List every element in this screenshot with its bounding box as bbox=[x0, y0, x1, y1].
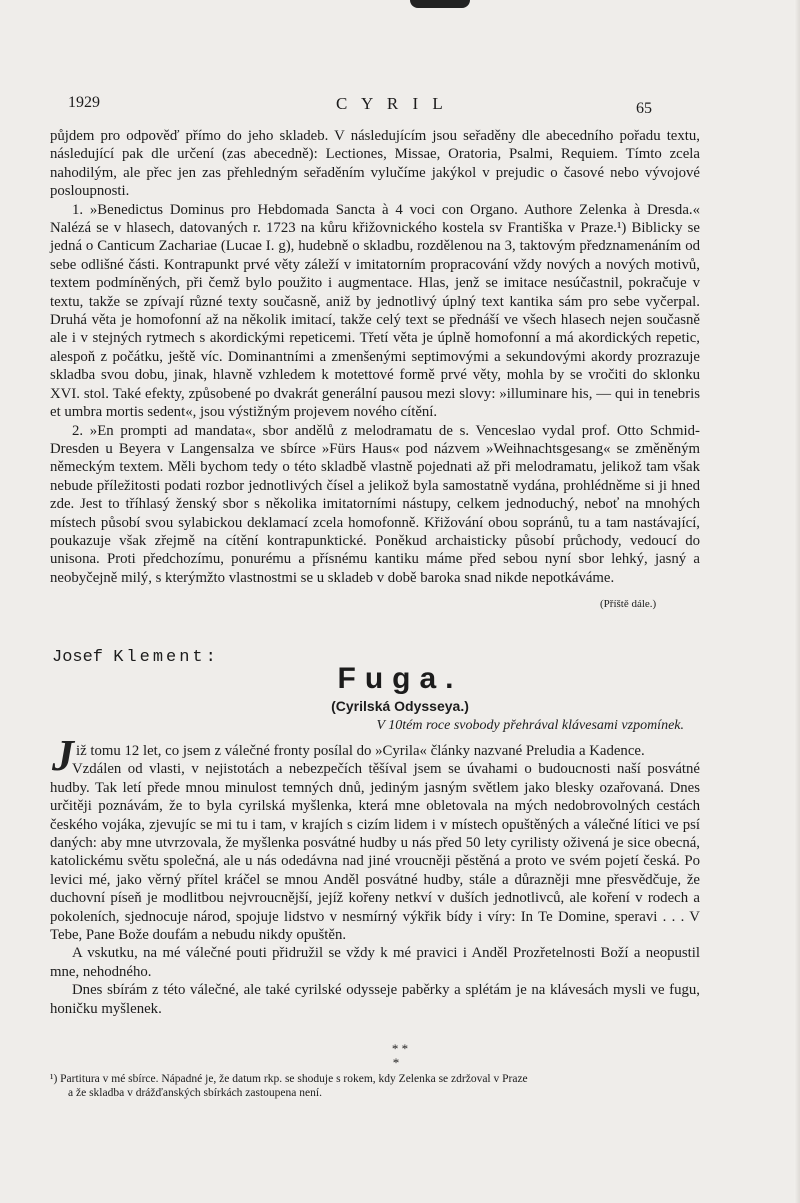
footnote-line: a že skladba v drážďanských sbírkách zastoupena není. bbox=[68, 1087, 322, 1099]
header-journal-title: C Y R I L bbox=[336, 94, 448, 113]
article-subtitle: (Cyrilská Odysseya.) bbox=[331, 698, 469, 714]
continued-note: (Příště dále.) bbox=[600, 598, 657, 610]
paragraph: 2. »En prompti ad mandata«, sbor andělů z melodramatu de s. Venceslao vydal prof. Otto Schmid-Dresden u Beyera v Langensalza ve sbírce »Fürs Haus« pod názvem »Weihnachtsgesang« se změněným německým textem. Měli bychom tedy o této skladbě vlastně pojednati až při melodramatu, jelikož tam však nebude příležitosti podati rozbor jednotlivých čísel a jelikož byla samostatně vydána, prohlédněme si ji hned zde. Jest to tříhlasý ženský sbor s několika imitatorními nástupy, celkem jednoduchý, neboť na mnohých místech působí svou sylabickou deklamací zcela homofonně. Křižování obou sopránů, tu a tam nastávající, poukazuje však zřejmě na cítění kontrapunktické. Poněkud archaisticky působí průchody, vedoucí do unisona. Proti předchozímu, ponurému a přísnému kantiku máme před sebou nyní sbor lehký, jasný a neobyčejně milý, s kterýmžto vlastnostmi se u skladeb v době baroka snad nikde nepotkáváme. bbox=[50, 422, 700, 586]
section-divider-asterisks bbox=[0, 1042, 800, 1070]
paragraph: iž tomu 12 let, co jsem z válečné fronty posílal do »Cyrila« články nazvané Preludia a Kadence. bbox=[76, 743, 645, 759]
binding-mark bbox=[410, 0, 470, 8]
article-body bbox=[50, 742, 700, 1018]
article-epigraph: V 10tém roce svobody přehrával klávesami vzpomínek. bbox=[376, 718, 684, 733]
upper-section bbox=[50, 127, 700, 587]
footnote-line: ¹) Partitura v mé sbírce. Nápadné je, že datum rkp. se shoduje s rokem, kdy Zelenka se zdržoval v Praze bbox=[50, 1073, 528, 1085]
header-year: 1929 bbox=[68, 94, 100, 111]
author-first-name: Josef bbox=[52, 648, 104, 667]
paragraph: Dnes sbírám z této válečné, ale také cyrilské odysseje paběrky a splétám je na klávesách mysli ve fugu, honičku myšlenek. bbox=[50, 982, 700, 1017]
paragraph: 1. »Benedictus Dominus pro Hebdomada Sancta à 4 voci con Organo. Authore Zelenka à Dresda.« Nalézá se v hlasech, datovaných r. 1723 na kůru křižovnického kostela sv Františka v Praze.¹) Biblicky se jedná o Canticum Zachariae (Lucae I. g), hudebně o skladbu, rozdělenou na 3, taktovým předznamenáním od sebe odlišné části. Kontrapunkt prvé věty záleží v imitatorním propracování vždy nových a nových motivů, textem podmíněných, při čemž bylo použito i augmentace. Hlas, jenž se imitace nesúčastnil, pokračuje v textu, takže se zpívají různé texty současně, aniž by jednotlivý úplný text kantika sám pro sebe vyčerpal. Druhá věta je homofonní až na několik imitací, takže celý text se přednáší ve všech hlasech nejen současně ale i v stejných rytmech s akordickými repeticemi. Třetí věta je úplně homofonní a má akordických repetic, alespoň z počátku, ještě víc. Dominantními a zmenšenými septimovými a sekundovými akordy prozrazuje skladba svou dobu, jinak, hlavně vzhledem k motettové formě prvé věty, mohla by se vročiti do sklonku XVI. stol. Také efekty, způsobené po dvakrát generální pausou mezi slovy: »illuminare his, — qui in tenebris et umbra mortis sedent«, jsou výstižným projevem nového cítění. bbox=[50, 201, 700, 421]
asterisk-row-top: * * bbox=[391, 1041, 409, 1056]
author-last-name: Klement: bbox=[113, 648, 219, 667]
paragraph: Vzdálen od vlasti, v nejistotách a nebezpečích těšíval jsem se úvahami o budoucnosti naší posvátné hudby. Tak letí přede mnou minulost temných dnů, jediným jasným světlem jako blesky ozařovaná. Dnes určitěji poznávám, že to byla cyrilská myšlenka, která mne obletovala na mých nedobrovolných cestách českého vojáka, zjevujíc se mi tu i tam, v krajích s cizím lidem i v místech opuštěných a válečné lítici ve psí daných: aby mne utvrzovala, že myšlenka posvátné hudby u nás před 50 lety cyrilisty oživená je sice obecná, katolickému světu společná, ale u nás odedávna nad jiné vroucněji pěstěná a proto ve svém pojetí česká. Po levici mé, jako věrný přítel kráčel se mnou Anděl posvátné hudby, stále a důrazněji mne přesvědčuje, že duchovní píseň je modlitbou nejvroucnější, jejíž kořeny netkví v duších jednotlivců, ale koření v rodech a pokoleních, sjednocuje národ, spojuje lidstvo v nesmírný výkřik bídy i víry: In Te Domine, speravi . . . V Tebe, Pane Bože doufám a nebudu nikdy opuštěn. bbox=[50, 761, 700, 944]
article-title: Fuga. bbox=[337, 662, 463, 695]
asterisk-row-bottom: * bbox=[392, 1055, 400, 1070]
paragraph: A vskutku, na mé válečné pouti přidružil se vždy k mé pravici i Anděl Prozřetelnosti Boží a neopustil mne, nehodného. bbox=[50, 945, 700, 980]
page-edge bbox=[794, 0, 800, 1203]
dropcap-initial: J bbox=[52, 731, 74, 780]
running-header bbox=[0, 92, 800, 122]
paragraph: půjdem pro odpověď přímo do jeho skladeb. V následujícím jsou seřaděny dle abecedního pořadu textu, následující pak dle určení (zas abecedně): Lectiones, Missae, Oratoria, Psalmi, Requiem. Tímto zcela nahodilým, ale přec jen zas přehledným seřaděním vylučíme jakýkol v prejudic o časové nebo vývojové posloupnosti. bbox=[50, 128, 700, 200]
footnote bbox=[50, 1072, 710, 1100]
page-number: 65 bbox=[636, 100, 652, 117]
